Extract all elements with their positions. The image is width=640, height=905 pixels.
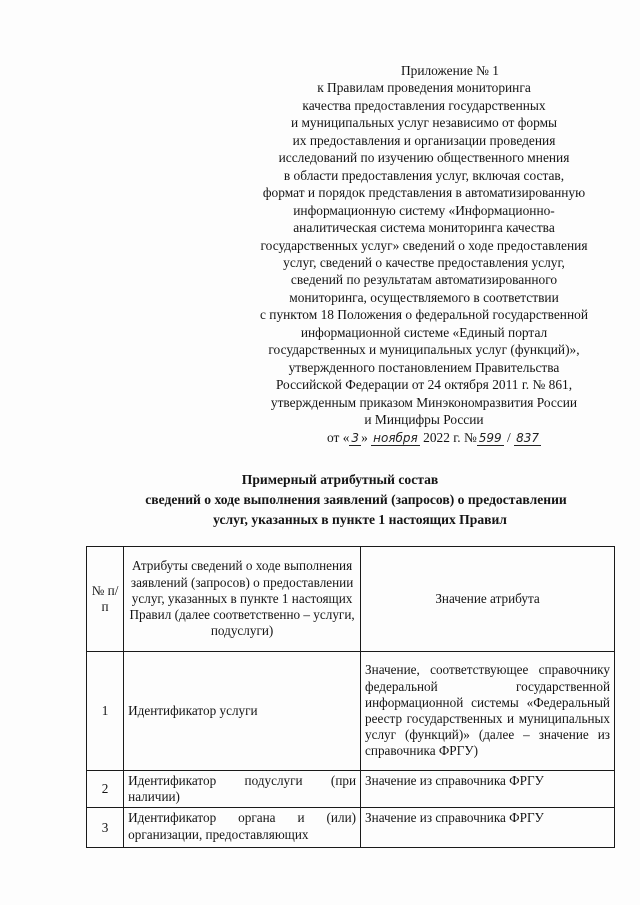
appendix-line: государственных и муниципальных услуг (функций)», (268, 342, 580, 358)
appendix-line: утвержденного постановлением Правительства (288, 359, 560, 375)
table-row (87, 808, 615, 848)
row-value: Значение из справочника ФРГУ (361, 771, 615, 808)
heading-line: услуг, указанных в пункте 1 настоящих Правил (213, 512, 507, 527)
handwritten-number-2: 837 (516, 430, 539, 445)
appendix-title: Приложение № 1 (400, 63, 500, 78)
header-num: № п/п (87, 547, 124, 652)
handwritten-month: ноября (373, 430, 418, 445)
attributes-table (86, 546, 615, 848)
year-text: 2022 г. № (423, 429, 477, 445)
appendix-line: формат и порядок представления в автоматизированную (262, 185, 586, 201)
appendix-line: исследований по изучению общественного мнения (278, 150, 570, 166)
appendix-block (224, 62, 624, 446)
date-quote-close: » (361, 429, 368, 445)
handwritten-number-1: 599 (478, 430, 502, 445)
heading-line: Примерный атрибутный состав (241, 472, 439, 487)
row-attr: Идентификатор органа и (или) организации, предоставляющих (124, 808, 361, 848)
appendix-line: информационную систему «Информационно- (293, 202, 555, 218)
row-num: 2 (87, 771, 124, 808)
table-row (87, 652, 615, 771)
header-attr: Атрибуты сведений о ходе выполнения заявлений (запросов) о предоставлении услуг, указанных в пункте 1 настоящих Правил (далее соответственно – услуги, подуслуги) (124, 547, 361, 652)
appendix-line: утвержденным приказом Минэкономразвития России (270, 394, 578, 410)
header-value: Значение атрибута (361, 547, 615, 652)
appendix-line: мониторинга, осуществляемого в соответствии (289, 289, 559, 305)
row-attr: Идентификатор подуслуги (при наличии) (124, 771, 361, 808)
row-num: 1 (87, 652, 124, 771)
table-row (87, 771, 615, 808)
row-value: Значение, соответствующее справочнику федеральной государственной информационной системы «Федеральный реестр государственных и муниципальных услуг (функций)» (далее – значение из справочника ФРГУ) (361, 652, 615, 771)
number-slash: / (507, 429, 511, 445)
row-num: 3 (87, 808, 124, 848)
row-attr: Идентификатор услуги (124, 652, 361, 771)
appendix-line: аналитическая система мониторинга качества (293, 220, 555, 236)
appendix-line: Российской Федерации от 24 октября 2011 г. № 861, (275, 377, 573, 393)
appendix-line: к Правилам проведения мониторинга (317, 80, 531, 96)
appendix-line: сведений по результатам автоматизированного (290, 272, 558, 288)
appendix-line: их предоставления и организации проведения (292, 132, 556, 148)
order-date-number (224, 429, 624, 446)
handwritten-day: 3 (351, 430, 360, 445)
date-prefix: от « (327, 429, 350, 445)
table-header-row (87, 547, 615, 652)
appendix-line: и Минцифры России (364, 412, 484, 428)
appendix-line: услуг, сведений о качестве предоставления услуг, (283, 254, 565, 270)
appendix-line: информационной системе «Единый портал (300, 324, 548, 340)
row-value: Значение из справочника ФРГУ (361, 808, 615, 848)
appendix-line: государственных услуг» сведений о ходе предоставления (260, 237, 588, 253)
appendix-line: и муниципальных услуг независимо от формы (290, 115, 558, 131)
appendix-line: в области предоставления услуг, включая состав, (283, 167, 565, 183)
heading-line: сведений о ходе выполнения заявлений (запросов) о предоставлении (145, 492, 567, 507)
appendix-line: качества предоставления государственных (302, 97, 546, 113)
appendix-line: с пунктом 18 Положения о федеральной государственной (259, 307, 588, 323)
section-heading (40, 470, 640, 530)
